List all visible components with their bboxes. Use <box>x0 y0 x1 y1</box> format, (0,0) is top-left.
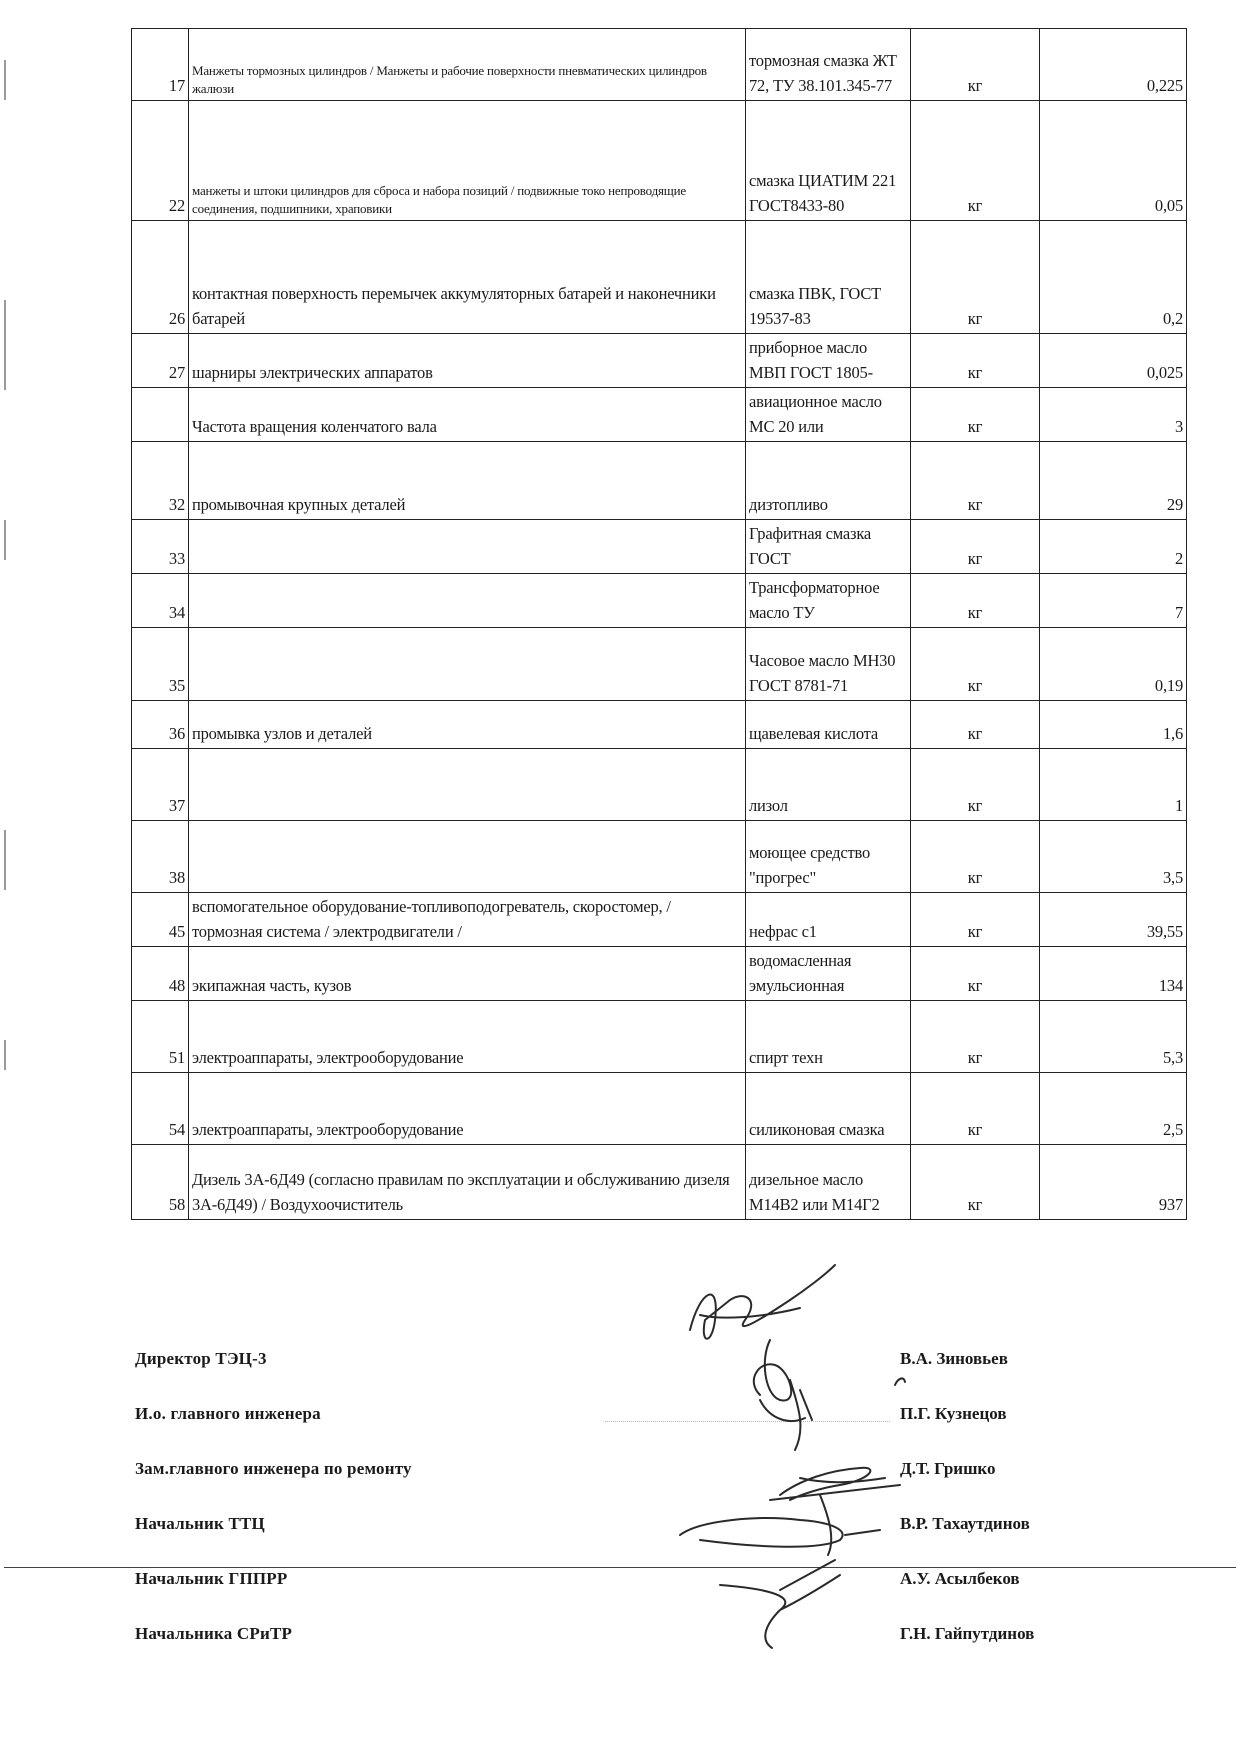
row-number: 38 <box>132 821 189 893</box>
signatory-position: Начальник ГППРР <box>135 1569 288 1588</box>
table-row <box>132 574 1187 628</box>
consumables-table <box>131 28 1187 1220</box>
row-unit: кг <box>911 388 1040 442</box>
row-number: 33 <box>132 520 189 574</box>
row-material: дизтопливо <box>746 442 911 520</box>
signatory-position: И.о. главного инженера <box>135 1404 321 1423</box>
row-number <box>132 388 189 442</box>
signature-row-director <box>135 1322 1085 1377</box>
row-material: спирт техн <box>746 1001 911 1073</box>
row-description <box>189 821 746 893</box>
row-material: смазка ЦИАТИМ 221 ГОСТ8433-80 <box>746 101 911 221</box>
row-unit: кг <box>911 701 1040 749</box>
scan-divider-line <box>4 1567 1236 1568</box>
row-material: нефрас с1 <box>746 893 911 947</box>
row-unit: кг <box>911 442 1040 520</box>
row-number: 36 <box>132 701 189 749</box>
row-number: 37 <box>132 749 189 821</box>
row-quantity: 1,6 <box>1040 701 1187 749</box>
row-quantity: 0,225 <box>1040 29 1187 101</box>
row-number: 27 <box>132 334 189 388</box>
table-row <box>132 947 1187 1001</box>
row-description: экипажная часть, кузов <box>189 947 746 1001</box>
row-description: промывка узлов и деталей <box>189 701 746 749</box>
signature-row <box>135 1300 1085 1322</box>
signature-row-ttc <box>135 1487 1085 1542</box>
row-description: Частота вращения коленчатого вала <box>189 388 746 442</box>
row-material: тормозная смазка ЖТ 72, ТУ 38.101.345-77 <box>746 29 911 101</box>
table-row <box>132 101 1187 221</box>
row-number: 45 <box>132 893 189 947</box>
row-description <box>189 628 746 701</box>
signatory-position: Зам.главного инженера по ремонту <box>135 1459 412 1478</box>
signature-block <box>135 1300 1085 1652</box>
row-unit: кг <box>911 1001 1040 1073</box>
row-description: электроаппараты, электрооборудование <box>189 1001 746 1073</box>
row-unit: кг <box>911 821 1040 893</box>
row-quantity: 0,19 <box>1040 628 1187 701</box>
row-material: щавелевая кислота <box>746 701 911 749</box>
row-material: Трансформаторное масло ТУ <box>746 574 911 628</box>
table-row <box>132 821 1187 893</box>
row-description <box>189 520 746 574</box>
signatory-name: В.А. Зиновьев <box>900 1349 1008 1368</box>
row-unit: кг <box>911 749 1040 821</box>
signatory-name: А.У. Асылбеков <box>900 1569 1020 1588</box>
signature-row-sritr <box>135 1597 1085 1652</box>
row-unit: кг <box>911 221 1040 334</box>
row-quantity: 1 <box>1040 749 1187 821</box>
row-quantity: 0,025 <box>1040 334 1187 388</box>
row-unit: кг <box>911 574 1040 628</box>
row-unit: кг <box>911 334 1040 388</box>
table-row <box>132 1001 1187 1073</box>
signatory-position: Директор ТЭЦ-3 <box>135 1349 267 1368</box>
row-number: 22 <box>132 101 189 221</box>
row-number: 17 <box>132 29 189 101</box>
scan-edge-marks <box>0 0 14 1754</box>
row-quantity: 39,55 <box>1040 893 1187 947</box>
row-description: шарниры электрических аппаратов <box>189 334 746 388</box>
table-row <box>132 1073 1187 1145</box>
signature-row-deputy-repair <box>135 1432 1085 1487</box>
table-row <box>132 1145 1187 1220</box>
row-description: манжеты и штоки цилиндров для сброса и набора позиций / подвижные токо непроводящие соединения, подшипники, храповики <box>189 101 746 221</box>
row-unit: кг <box>911 29 1040 101</box>
table-row <box>132 334 1187 388</box>
row-unit: кг <box>911 1145 1040 1220</box>
row-description: контактная поверхность перемычек аккумуляторных батарей и наконечники батарей <box>189 221 746 334</box>
signature-line <box>605 1421 890 1422</box>
row-quantity: 5,3 <box>1040 1001 1187 1073</box>
row-number: 51 <box>132 1001 189 1073</box>
table-row <box>132 893 1187 947</box>
table-row <box>132 520 1187 574</box>
row-quantity: 3 <box>1040 388 1187 442</box>
row-description: вспомогательное оборудование-топливоподогреватель, скоростомер, / тормозная система / электродвигатели / <box>189 893 746 947</box>
row-quantity: 937 <box>1040 1145 1187 1220</box>
signatory-name: Д.Т. Гришко <box>900 1459 996 1478</box>
row-description <box>189 749 746 821</box>
row-description: электроаппараты, электрооборудование <box>189 1073 746 1145</box>
row-description: промывочная крупных деталей <box>189 442 746 520</box>
row-material: Графитная смазка ГОСТ <box>746 520 911 574</box>
row-material: смазка ПВК, ГОСТ 19537-83 <box>746 221 911 334</box>
row-quantity: 0,2 <box>1040 221 1187 334</box>
row-material: Часовое масло МН30 ГОСТ 8781-71 <box>746 628 911 701</box>
row-number: 26 <box>132 221 189 334</box>
table-row <box>132 442 1187 520</box>
signature-row-gpprr <box>135 1542 1085 1597</box>
table-row <box>132 221 1187 334</box>
row-material: авиационное масло МС 20 или <box>746 388 911 442</box>
table-row <box>132 628 1187 701</box>
row-material: дизельное масло М14В2 или М14Г2 <box>746 1145 911 1220</box>
row-quantity: 3,5 <box>1040 821 1187 893</box>
row-quantity: 0,05 <box>1040 101 1187 221</box>
row-unit: кг <box>911 1073 1040 1145</box>
signatory-position: Начальника СРиТР <box>135 1624 293 1643</box>
row-quantity: 134 <box>1040 947 1187 1001</box>
row-description <box>189 574 746 628</box>
row-material: силиконовая смазка <box>746 1073 911 1145</box>
row-unit: кг <box>911 893 1040 947</box>
row-unit: кг <box>911 947 1040 1001</box>
row-number: 34 <box>132 574 189 628</box>
row-number: 54 <box>132 1073 189 1145</box>
row-number: 58 <box>132 1145 189 1220</box>
signatory-name: П.Г. Кузнецов <box>900 1404 1007 1423</box>
row-unit: кг <box>911 520 1040 574</box>
signature-row-chief-engineer <box>135 1377 1085 1432</box>
row-material: лизол <box>746 749 911 821</box>
signatory-name: В.Р. Тахаутдинов <box>900 1514 1030 1533</box>
row-description: Дизель 3А-6Д49 (согласно правилам по эксплуатации и обслуживанию дизеля 3А-6Д49) / Воздухоочиститель <box>189 1145 746 1220</box>
row-number: 48 <box>132 947 189 1001</box>
row-quantity: 2 <box>1040 520 1187 574</box>
table-row <box>132 701 1187 749</box>
signatory-name: Г.Н. Гайпутдинов <box>900 1624 1035 1643</box>
row-material: моющее средство "прогрес" <box>746 821 911 893</box>
row-material: приборное масло МВП ГОСТ 1805- <box>746 334 911 388</box>
row-unit: кг <box>911 628 1040 701</box>
signatory-position: Начальник ТТЦ <box>135 1514 265 1533</box>
row-quantity: 29 <box>1040 442 1187 520</box>
row-number: 35 <box>132 628 189 701</box>
row-number: 32 <box>132 442 189 520</box>
row-quantity: 2,5 <box>1040 1073 1187 1145</box>
table-row <box>132 749 1187 821</box>
row-description: Манжеты тормозных цилиндров / Манжеты и рабочие поверхности пневматических цилиндров жалюзи <box>189 29 746 101</box>
row-material: водомасленная эмульсионная <box>746 947 911 1001</box>
table-row <box>132 29 1187 101</box>
row-quantity: 7 <box>1040 574 1187 628</box>
row-unit: кг <box>911 101 1040 221</box>
table-row <box>132 388 1187 442</box>
